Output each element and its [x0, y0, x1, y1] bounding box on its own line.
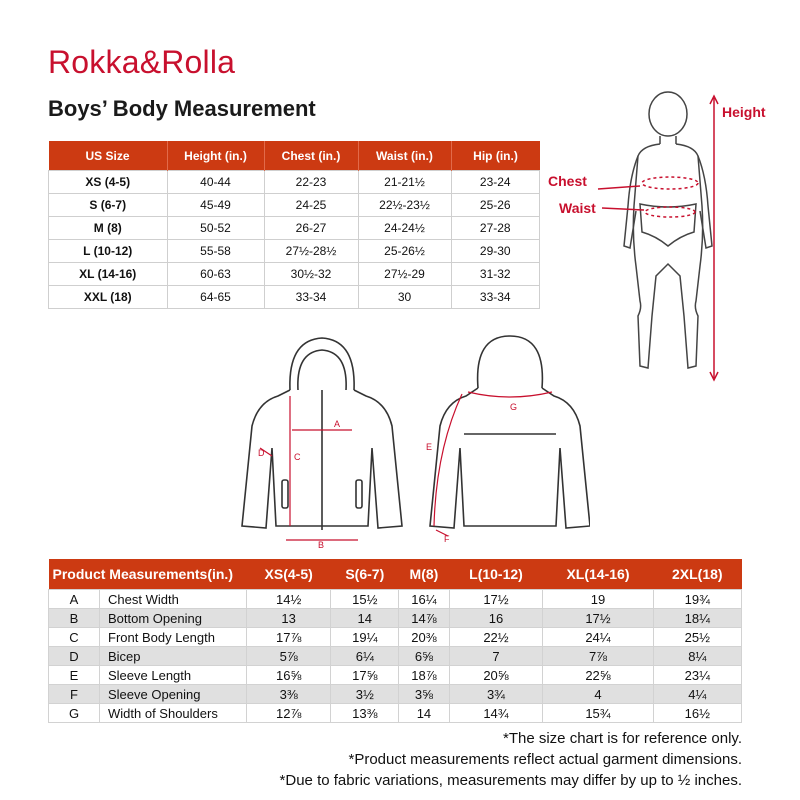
measure-letter: E: [49, 666, 100, 685]
value-cell: 13⅜: [331, 704, 399, 723]
measure-letter: G: [49, 704, 100, 723]
column-header: L(10-12): [449, 559, 543, 590]
value-cell: 4: [543, 685, 653, 704]
measure-letter: D: [49, 647, 100, 666]
measure-letter: F: [49, 685, 100, 704]
column-header: Waist (in.): [358, 141, 451, 171]
table-row: [49, 171, 540, 194]
chest-cell: 27½-28½: [264, 240, 358, 263]
height-cell: 64-65: [167, 286, 264, 309]
value-cell: 14: [399, 704, 449, 723]
size-cell: S (6-7): [49, 194, 168, 217]
measure-name: Bicep: [100, 647, 247, 666]
column-header: XS(4-5): [247, 559, 331, 590]
body-measurement-table: [48, 141, 540, 309]
value-cell: 18⅞: [399, 666, 449, 685]
table-row: [49, 194, 540, 217]
value-cell: 14⅞: [399, 609, 449, 628]
jacket-diagrams: [230, 330, 590, 552]
column-header: Height (in.): [167, 141, 264, 171]
table-header-row: [49, 559, 742, 590]
height-cell: 40-44: [167, 171, 264, 194]
jacket-label-e: E: [426, 442, 433, 452]
value-cell: 5⅞: [247, 647, 331, 666]
table-row: [49, 666, 742, 685]
waist-cell: 21-21½: [358, 171, 451, 194]
hip-cell: 23-24: [451, 171, 540, 194]
value-cell: 3⅝: [399, 685, 449, 704]
value-cell: 20⅝: [449, 666, 543, 685]
value-cell: 7⅞: [543, 647, 653, 666]
measure-letter: C: [49, 628, 100, 647]
column-header: 2XL(18): [653, 559, 741, 590]
jacket-illustration: [230, 330, 590, 552]
column-header: Hip (in.): [451, 141, 540, 171]
value-cell: 19¾: [653, 590, 741, 609]
waist-label: Waist: [559, 200, 596, 216]
value-cell: 22⅝: [543, 666, 653, 685]
table-row: [49, 685, 742, 704]
column-header: M(8): [399, 559, 449, 590]
height-label: Height: [722, 104, 766, 120]
size-cell: XL (14-16): [49, 263, 168, 286]
table-row: [49, 628, 742, 647]
measure-name: Bottom Opening: [100, 609, 247, 628]
size-cell: XS (4-5): [49, 171, 168, 194]
chest-cell: 33-34: [264, 286, 358, 309]
value-cell: 17⅞: [247, 628, 331, 647]
value-cell: 19¼: [331, 628, 399, 647]
value-cell: 16½: [653, 704, 741, 723]
footnote-variation: *Due to fabric variations, measurements may differ by up to ½ inches.: [279, 772, 742, 789]
size-cell: L (10-12): [49, 240, 168, 263]
value-cell: 7: [449, 647, 543, 666]
value-cell: 24¼: [543, 628, 653, 647]
value-cell: 16⅝: [247, 666, 331, 685]
column-header: Product Measurements(in.): [49, 559, 247, 590]
jacket-label-g: G: [510, 402, 518, 412]
table-row: [49, 704, 742, 723]
value-cell: 19: [543, 590, 653, 609]
footnote-dimensions: *Product measurements reflect actual garment dimensions.: [348, 751, 742, 768]
waist-cell: 30: [358, 286, 451, 309]
chest-cell: 30½-32: [264, 263, 358, 286]
chest-cell: 22-23: [264, 171, 358, 194]
value-cell: 23¼: [653, 666, 741, 685]
value-cell: 14: [331, 609, 399, 628]
jacket-label-d: D: [258, 448, 265, 458]
measure-name: Chest Width: [100, 590, 247, 609]
jacket-label-f: F: [444, 534, 450, 544]
value-cell: 14½: [247, 590, 331, 609]
hip-cell: 29-30: [451, 240, 540, 263]
product-measurement-table: [48, 559, 742, 723]
hip-cell: 25-26: [451, 194, 540, 217]
table-header-row: [49, 141, 540, 171]
value-cell: 17½: [449, 590, 543, 609]
jacket-label-c: C: [294, 452, 301, 462]
value-cell: 13: [247, 609, 331, 628]
value-cell: 6⅝: [399, 647, 449, 666]
measure-letter: B: [49, 609, 100, 628]
measure-name: Front Body Length: [100, 628, 247, 647]
chest-cell: 26-27: [264, 217, 358, 240]
table-row: [49, 263, 540, 286]
size-cell: M (8): [49, 217, 168, 240]
waist-cell: 25-26½: [358, 240, 451, 263]
brand-logo-text: Rokka&Rolla: [48, 44, 236, 80]
value-cell: 6¼: [331, 647, 399, 666]
table-row: [49, 217, 540, 240]
value-cell: 15¾: [543, 704, 653, 723]
waist-cell: 27½-29: [358, 263, 451, 286]
value-cell: 18¼: [653, 609, 741, 628]
value-cell: 16: [449, 609, 543, 628]
height-cell: 50-52: [167, 217, 264, 240]
value-cell: 3⅜: [247, 685, 331, 704]
value-cell: 3½: [331, 685, 399, 704]
value-cell: 17½: [543, 609, 653, 628]
jacket-label-b: B: [318, 540, 325, 550]
value-cell: 4¼: [653, 685, 741, 704]
value-cell: 12⅞: [247, 704, 331, 723]
hip-cell: 27-28: [451, 217, 540, 240]
table-row: [49, 609, 742, 628]
page-title: Boys’ Body Measurement: [48, 96, 316, 121]
hip-cell: 33-34: [451, 286, 540, 309]
value-cell: 25½: [653, 628, 741, 647]
chest-label: Chest: [548, 173, 587, 189]
table-row: [49, 286, 540, 309]
value-cell: 22½: [449, 628, 543, 647]
column-header: US Size: [49, 141, 168, 171]
measure-name: Width of Shoulders: [100, 704, 247, 723]
height-cell: 45-49: [167, 194, 264, 217]
value-cell: 14¾: [449, 704, 543, 723]
jacket-label-a: A: [334, 419, 341, 429]
value-cell: 17⅝: [331, 666, 399, 685]
waist-cell: 22½-23½: [358, 194, 451, 217]
hip-cell: 31-32: [451, 263, 540, 286]
chest-cell: 24-25: [264, 194, 358, 217]
measure-name: Sleeve Length: [100, 666, 247, 685]
value-cell: 16¼: [399, 590, 449, 609]
column-header: Chest (in.): [264, 141, 358, 171]
table-row: [49, 240, 540, 263]
footnote-reference: *The size chart is for reference only.: [503, 730, 742, 747]
size-cell: XXL (18): [49, 286, 168, 309]
waist-cell: 24-24½: [358, 217, 451, 240]
column-header: S(6-7): [331, 559, 399, 590]
height-cell: 60-63: [167, 263, 264, 286]
value-cell: 3¾: [449, 685, 543, 704]
table-row: [49, 590, 742, 609]
value-cell: 20⅜: [399, 628, 449, 647]
table-row: [49, 647, 742, 666]
measure-name: Sleeve Opening: [100, 685, 247, 704]
column-header: XL(14-16): [543, 559, 653, 590]
value-cell: 8¼: [653, 647, 741, 666]
value-cell: 15½: [331, 590, 399, 609]
height-cell: 55-58: [167, 240, 264, 263]
measure-letter: A: [49, 590, 100, 609]
